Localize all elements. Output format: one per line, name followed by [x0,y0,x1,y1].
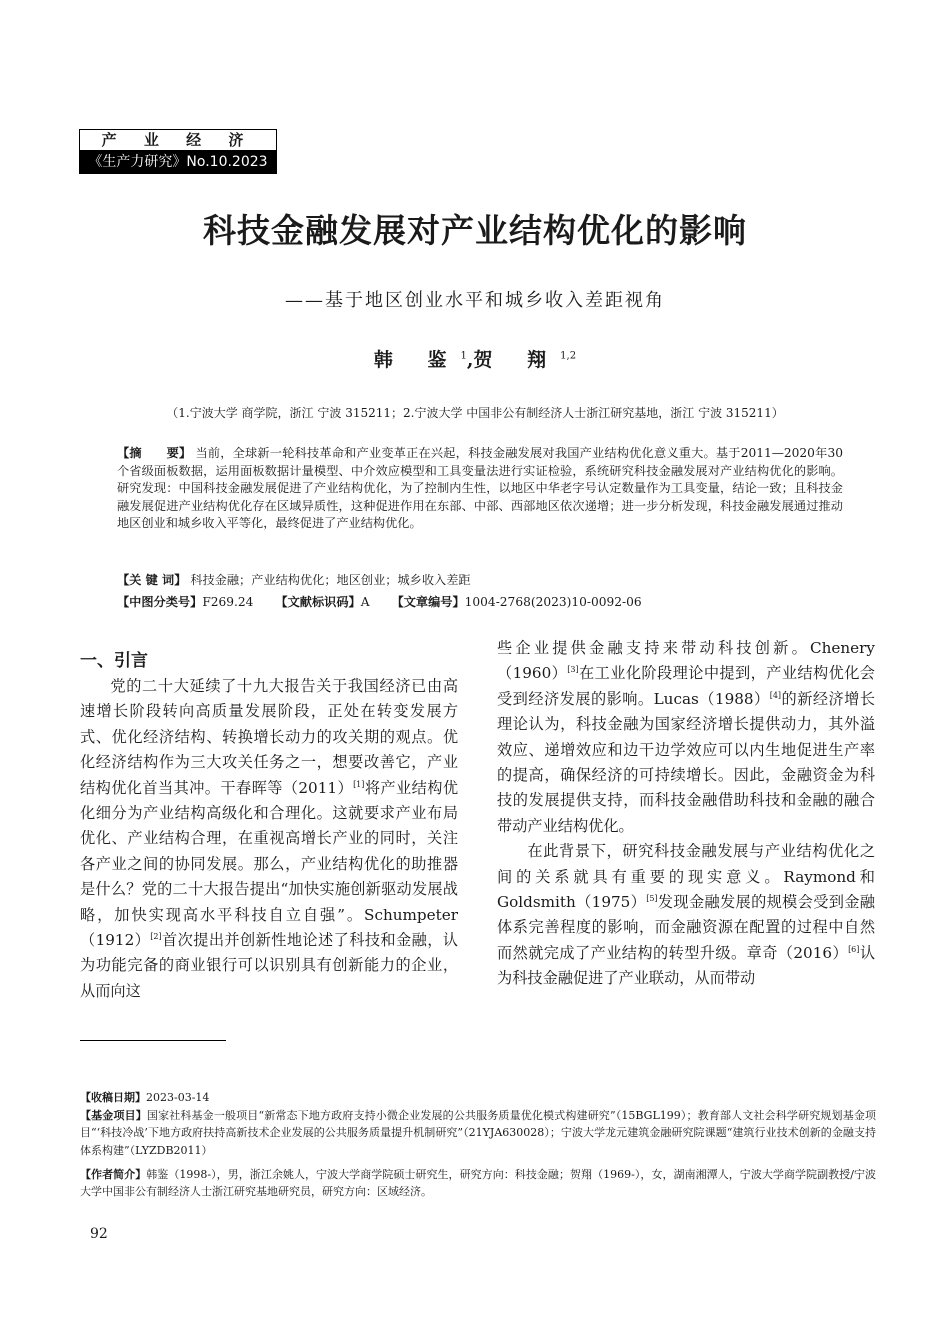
page-number: 92 [90,1226,108,1242]
footnote-divider [80,1040,226,1041]
keywords [117,572,843,590]
body-paragraph [497,636,875,839]
doc-code-label: 【文献标识码】 [275,595,361,609]
keywords-text: 科技金融；产业结构优化；地区创业；城乡收入差距 [190,573,471,587]
citation-ref: [1] [353,779,365,789]
paper-title: 科技金融发展对产业结构优化的影响 [203,211,747,250]
text-run: 党的二十大延续了十九大报告关于我国经济已由高速增长阶段转向高质量发展阶段，正处在转变发展方式、优化经济结构、转换增长动力的攻关期的观点。优化经济结构作为三大攻关任务之一，想要改善它，产业结构优化首当其冲。干春晖等（2011） [80,677,458,797]
funding-text: 国家社科基金一般项目“新常态下地方政府支持小微企业发展的公共服务质量优化模式构建研究”（15BGL199）；教育部人文社会科学研究规划基金项目“‘科技冷战’下地方政府扶持高新技术企业发展的公共服务质量提升机制研究”（21YJA630028）；宁波大学龙元建筑金融研究院课题“建筑行业技术创新的金融支持体系构建”（LYZDB2011） [80,1109,876,1157]
clc-label: 【中图分类号】 [117,595,203,609]
abstract-text: 当前，全球新一轮科技革命和产业变革正在兴起，科技金融发展对我国产业结构优化意义重大。基于2011—2020年30个省级面板数据，运用面板数据计量模型、中介效应模型和工具变量法进行实证检验，系统研究科技金融发展对产业结构优化的影响。研究发现：中国科技金融发展促进了产业结构优化，为了控制内生性，以地区中华老字号认定数量作为工具变量，结论一致；且科技金融发展促进产业结构优化存在区域异质性，这种促进作用在东部、中部、西部地区依次递增；进一步分析发现，科技金融发展通过推动地区创业和城乡收入平等化，最终促进了产业结构优化。 [117,446,844,531]
body-right-column [497,636,875,992]
classification-line [117,594,843,612]
journal-header-box [79,129,277,174]
doc-code-value: A [360,595,370,609]
article-no-value: 1004-2768(2023)10-0092-06 [464,595,642,609]
body-paragraph [497,839,875,991]
author-name: 贺 翔 [473,349,561,371]
body-left-column [80,648,458,1004]
author-bio-label: 【作者简介】 [80,1168,147,1181]
text-run: 些企业提供金融支持来带动科技创新。Chenery（1960） [497,639,875,683]
abstract-label: 【摘 要】 [117,446,192,460]
citation-ref: [4] [769,690,782,700]
funding-label: 【基金项目】 [80,1109,147,1122]
keywords-label: 【关 键 词】 [117,573,187,587]
citation-ref: [5] [646,894,658,903]
footnote-received [80,1089,876,1106]
author-affil-sup: 1,2 [560,350,577,362]
citation-ref: [6] [848,944,860,954]
article-no-label: 【文章编号】 [391,595,465,609]
text-run: 首次提出并创新性地论述了科技和金融，认为功能完备的商业银行可以识别具有创新能力的企业，从而向这 [80,931,458,1000]
clc-value: F269.24 [202,595,254,609]
author-affil-sup: 1 [460,350,467,362]
text-run: 的新经济增长理论认为，科技金融为国家经济增长提供动力，其外溢效应、递增效应和边干边学效应可以内生地促进生产率的提高，确保经济的可持续增长。因此，金融资金为科技的发展提供支持，而科技金融借助科技和金融的融合带动产业结构优化。 [497,689,876,835]
abstract [117,445,843,533]
text-run: 将产业结构优化细分为产业结构高级化和合理化。这就要求产业布局优化、产业结构合理，在重视高增长产业的同时，关注各产业之间的协同发展。那么，产业结构优化的助推器是什么？党的二十大报告提出“加快实施创新驱动发展战略，加快实现高水平科技自立自强”。Schumpeter（1912） [80,778,459,950]
authors-line [0,345,950,372]
footnote-author-bio [80,1166,876,1201]
author-name: 韩 鉴 [373,349,461,371]
section-label: 产 业 经 济 [80,130,276,151]
received-date: 2023-03-14 [146,1091,210,1104]
journal-issue-label: 《生产力研究》No.10.2023 [80,151,276,173]
citation-ref: [3] [567,665,579,675]
paper-subtitle: ——基于地区创业水平和城乡收入差距视角 [285,290,665,311]
body-paragraph [80,674,458,1004]
section-heading: 一、引言 [80,651,148,671]
affiliation: （1.宁波大学 商学院，浙江 宁波 315211；2.宁波大学 中国非公有制经济人士浙江研究基地，浙江 宁波 315211） [166,406,784,420]
author-bio-text: 韩鉴（1998-），男，浙江余姚人，宁波大学商学院硕士研究生，研究方向：科技金融；贺翔（1969-），女，湖南湘潭人，宁波大学商学院副教授/宁波大学中国非公有制经济人士浙江研究基地研究员，研究方向：区域经济。 [80,1168,876,1199]
text-run: 在此背景下，研究科技金融发展与产业结构优化之间的关系就具有重要的现实意义。Raymond和Goldsmith（1975） [497,842,875,912]
citation-ref: [2] [150,932,162,941]
text-run: 认为科技金融促进了产业联动，从而带动 [497,943,876,988]
author-separator: , [466,349,474,371]
footnote-funding [80,1107,876,1159]
text-run: 在工业化阶段理论中提到，产业结构优化会受到经济发展的影响。Lucas（1988） [497,664,875,708]
text-run: 发现金融发展的规模会受到金融体系完善程度的影响，而金融资源在配置的过程中自然而然就完成了产业结构的转型升级。章奇（2016） [497,893,875,962]
received-label: 【收稿日期】 [80,1091,146,1104]
